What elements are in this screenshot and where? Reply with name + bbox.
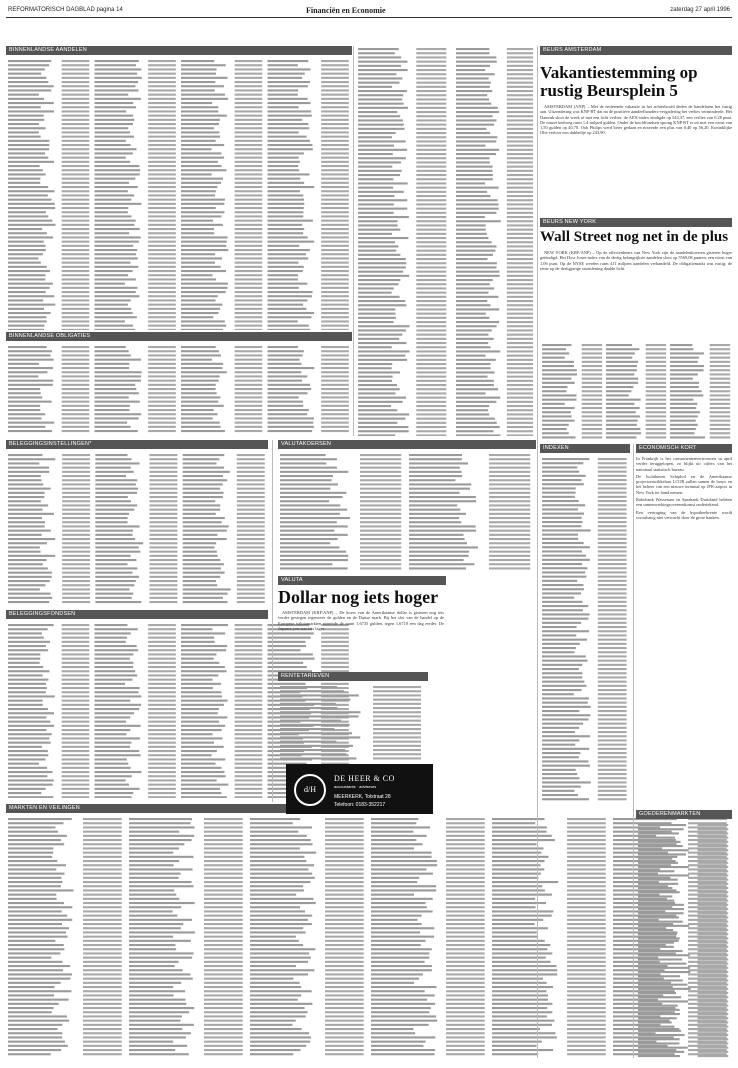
amsterdam-article-body: AMSTERDAM (ANP) – Met de nederende vakantie in het achterhoofd deden de handelaren het rustig aan. Uitzondering was KNP BT dat na de positieve aandeelhouders-vergadering het verlies verminderde. Het Damrak sloot de week af met een licht verlies: de AEX-index eindigde op 544,37, een verlies van 0,28 punt. De omzet bedroeg ruim 1,4 miljard gulden. Onder de hoofdfondsen sprong KNP BT er uit met een winst van 1,50 gulden op 40,70. Ook Philips werd beter gedaan en noteerde een plus van 0,40 op 56,20. Koninklijke Olie verloor een dubbeltje op 243,90.: [540, 104, 732, 136]
valuta-article-body: AMSTERDAM (KRF/ANP) – De koers van de Amerikaanse dollar is gisteren nog iets verder gestegen tegenover de gulden en de Duitse mark. Bij het slot van de handel op de Europese valutamarkten noteerde de munt 1,6735 gulden, tegen 1,6710 een dag eerder. De Japanse yen was iets lager.: [278, 610, 444, 631]
newyork-article-body: NEW YORK (KRF/ANP) – Op de effectenbeurs van New York zijn de aandelenkoersen gisteren hoger geëindigd. Het Dow Jones-index van de dertig belangrijkste aandelen sloot op 5569,08 punten, een winst van 1,06 punt. Op de NYSE werden ruim 411 miljoen aandelen verhandeld. De obligatiemarkt was rustig; de rente op de dertigjarige staatslening daalde licht.: [540, 250, 732, 271]
newspaper-page: [6, 4, 732, 1064]
small-print-texture: [278, 452, 536, 572]
goederenmarkten-table: [636, 822, 732, 1058]
ad-subtitle: accountants · adviseurs: [334, 784, 377, 789]
section-header-markten: MARKTEN EN VEILINGEN: [6, 804, 352, 813]
section-header-valutakoersen: VALUTAKOERSEN: [278, 440, 536, 449]
markten-text: [6, 816, 732, 1056]
section-header-beurs-newyork: BEURS NEW YORK: [540, 218, 732, 227]
section-header-economisch-kort: ECONOMISCH KORT: [636, 444, 732, 453]
small-print-texture: [6, 816, 732, 1056]
small-print-texture: [6, 344, 352, 434]
section-header-rentetarieven: RENTETARIEVEN: [278, 672, 428, 681]
section-header-valuta: VALUTA: [278, 576, 446, 585]
newyork-koersen-table: [540, 342, 732, 440]
newyork-headline: Wall Street nog net in de plus: [540, 229, 729, 245]
economisch-kort-item: Rabobank Wassenaar en Sparbank Duitsland hebben een samenwerkingsovereenkomst ondertekend.: [636, 497, 732, 508]
page-title: Financiën en Economie: [306, 6, 386, 15]
economisch-kort-item: De luchthaven Schiphol en de Amerikaanse projectontwikkelaar LCOR zullen samen de bouw en het beheer van een nieuwe terminal op JFK-airport in New York ter hand nemen.: [636, 473, 732, 495]
section-header-beleggingsfondsen: BELEGGINGSFONDSEN: [6, 610, 268, 619]
indexen-table: [540, 456, 630, 802]
ad-logo: d/H: [294, 774, 326, 806]
section-header-obligaties: BINNENLANDSE OBLIGATIES: [6, 332, 352, 341]
column-divider: [353, 46, 354, 436]
section-header-goederenmarkten: GOEDERENMARKTEN: [636, 810, 732, 819]
valuta-article: [278, 610, 444, 670]
rentetarieven-table: [278, 684, 428, 762]
valuta-headline: Dollar nog iets hoger: [278, 587, 439, 607]
small-print-texture: [540, 342, 732, 440]
economisch-kort-item: In Frankrijk is het consumentenvertrouwen in april verder teruggelopen, zo blijkt uit cijfers van het nationaal statistisch bureau.: [636, 456, 732, 472]
valutakoersen-table: [278, 452, 536, 572]
mid-column-tables-2: [454, 46, 536, 436]
page-date: zaterdag 27 april 1996: [670, 7, 730, 13]
ad-address: MEERKERK, Tolstraat 28: [334, 794, 391, 800]
section-header-beleggingsinstellingen: BELEGGINGSINSTELLINGEN*: [6, 440, 268, 449]
advertisement-de-heer: [286, 764, 433, 814]
column-divider: [537, 46, 538, 1058]
section-header-beurs-amsterdam: BEURS AMSTERDAM: [540, 46, 732, 55]
small-print-texture: [6, 452, 268, 604]
ad-phone: Telefoon: 0183-352217: [334, 802, 386, 808]
beleggingsinstellingen-table: [6, 452, 268, 604]
ad-company-name: DE HEER & CO: [334, 774, 395, 783]
small-print-texture: [540, 456, 630, 802]
amsterdam-article: [540, 104, 732, 214]
small-print-texture: [6, 58, 352, 330]
newyork-article: [540, 250, 732, 338]
economisch-kort-article: [636, 456, 732, 802]
obligaties-table: [6, 344, 352, 434]
small-print-texture: [278, 684, 428, 762]
mid-column-tables: [356, 46, 450, 436]
paper-name: REFORMATORISCH DAGBLAD pagina 14: [8, 7, 123, 13]
small-print-texture: [636, 822, 732, 1058]
section-header-indexen: INDEXEN: [540, 444, 630, 453]
column-divider: [633, 444, 634, 1058]
small-print-texture: [454, 46, 536, 436]
amsterdam-headline: Vakantiestemming op rustig Beursplein 5: [540, 63, 698, 100]
aandelen-table: [6, 58, 352, 330]
section-header-aandelen: BINNENLANDSE AANDELEN: [6, 46, 352, 55]
small-print-texture: [356, 46, 450, 436]
masthead: [6, 4, 732, 18]
column-divider: [272, 440, 273, 802]
economisch-kort-item: Een vertraging van de hypotheekrente wordt vooralsnog niet verwacht door de grote banken.: [636, 509, 732, 520]
